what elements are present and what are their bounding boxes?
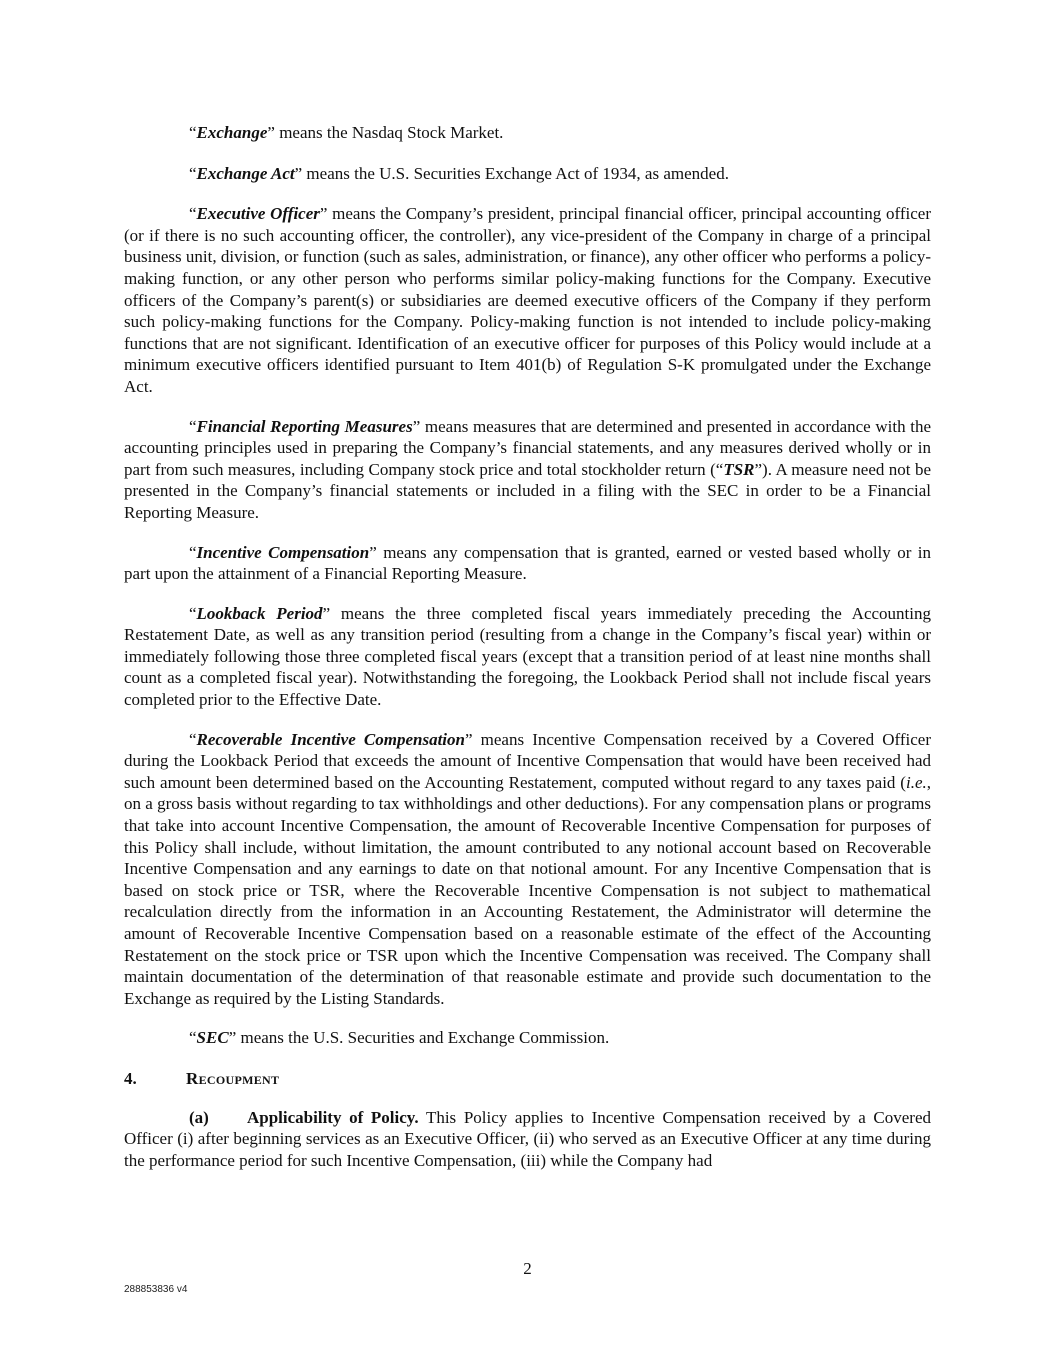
defined-term: Incentive Compensation xyxy=(196,542,370,562)
defined-term: SEC xyxy=(196,1028,229,1048)
definition-sec: “SEC” means the U.S. Securities and Exchange Commission. xyxy=(189,1028,610,1048)
defined-term: Exchange Act xyxy=(196,163,295,183)
subsection-label: (a) xyxy=(189,1107,209,1127)
page-number: 2 xyxy=(523,1259,532,1278)
definition-text: means the three completed fiscal years immediately preceding the Accounting Restatement Date, as well as any transition period (resulting from a change in the Company’s fiscal year) within or immediately following those three completed fiscal years (except that a transition period of at least nine months shall count as a completed fiscal year). Notwithstanding the foregoing, the Lookback Period shall not include fiscal years completed prior to the Effective Date. xyxy=(124,603,931,710)
definition-executive-officer: “Executive Officer” means the Company’s president, principal financial officer, principal accounting officer (or if there is no such accounting officer, the controller), any vice-president of the Company in charge of a principal business unit, division, or function (such as sales, administration, or finance), any other officer who performs a policy-making function, or any other person who performs similar policy-making functions for the Company. Executive officers of the Company’s parent(s) or subsidiaries are deemed executive officers of the Company if they perform such policy-making functions for the Company. Policy-making function is not intended to include policy-making functions that are not significant. Identification of an executive officer for purposes of this Policy would include at a minimum executive officers identified pursuant to Item 401(b) of Regulation S-K promulgated under the Exchange Act. xyxy=(124,204,931,396)
subsection-applicability xyxy=(124,1107,931,1172)
defined-term: Lookback Period xyxy=(196,603,323,623)
defined-term: Executive Officer xyxy=(196,204,320,224)
definition-exchange-act: “Exchange Act” means the U.S. Securities Exchange Act of 1934, as amended. xyxy=(189,163,729,183)
defined-term: Financial Reporting Measures xyxy=(196,416,413,436)
definition-text-continued: ”). A measure need not be presented in the Company’s financial statements or included in a filing with the SEC in order to be a Financial Reporting Measure. xyxy=(124,459,931,522)
definition-text: means the U.S. Securities Exchange Act of 1934, as amended. xyxy=(302,163,729,183)
definition-text: means any compensation that is granted, earned or vested based wholly or in part upon the attainment of a Financial Reporting Measure. xyxy=(124,542,932,584)
definition-text: means the U.S. Securities and Exchange Commission. xyxy=(236,1028,610,1048)
definition-text: means the Company’s president, principal financial officer, principal accounting officer (or if there is no such accounting officer, the controller), any vice-president of the Company in charge of a principal business unit, division, or function (such as sales, administration, or finance), any other officer who performs a policy-making function, or any other person who performs similar policy-making functions for the Company. Executive officers of the Company’s parent(s) or subsidiaries are deemed executive officers of the Company if they perform such policy-making functions for the Company. Policy-making function is not intended to include policy-making functions that are not significant. Identification of an executive officer for purposes of this Policy would include at a minimum executive officers identified pursuant to Item 401(b) of Regulation S-K promulgated under the Exchange Act. xyxy=(124,204,931,396)
definition-text: means measures that are determined and presented in accordance with the accounting principles used in preparing the Company’s financial statements, and any measures derived wholly or in part from such measures, including Company stock price and total stockholder return (“ xyxy=(124,416,931,479)
defined-term: Exchange xyxy=(196,123,268,142)
section-number: 4. xyxy=(124,1068,137,1088)
defined-term: Recoverable Incentive Compensation xyxy=(196,729,465,749)
definition-text-continued: , on a gross basis without regarding to tax withholdings and other deductions). For any compensation plans or programs that take into account Incentive Compensation, the amount of Recoverable Incentive Compensation for purposes of this Policy shall include, without limitation, the amount contributed to any notional account based on Recoverable Incentive Compensation and any earnings to date on that notional amount. For any Incentive Compensation that is based on stock price or TSR, where the Recoverable Incentive Compensation is not subject to mathematical recalculation directly from the information in an Accounting Restatement, the Administrator will determine the amount of Recoverable Incentive Compensation based on a reasonable estimate of the effect of the Accounting Restatement on the stock price or TSR upon which the Incentive Compensation was received. The Company shall maintain documentation of the determination of that reasonable estimate and provide such documentation to the Exchange as required by the Listing Standards. xyxy=(124,772,931,1008)
definition-lookback-period: “Lookback Period” means the three completed fiscal years immediately preceding the Accounting Restatement Date, as well as any transition period (resulting from a change in the Company’s fiscal year) within or immediately following those three completed fiscal years (except that a transition period of at least nine months shall count as a completed fiscal year). Notwithstanding the foregoing, the Lookback Period shall not include fiscal years completed prior to the Effective Date. xyxy=(124,603,931,710)
page-body xyxy=(124,122,931,1171)
document-id: 288853836 v4 xyxy=(124,1284,188,1295)
subsection-title: Applicability of Policy. xyxy=(247,1107,419,1127)
defined-term-abbreviation: TSR xyxy=(723,459,755,479)
section-title: Recoupment xyxy=(186,1068,280,1088)
subsection-text: This Policy applies to Incentive Compensation received by a Covered Officer (i) after beginning services as an Executive Officer, (ii) who served as an Executive Officer at any time during the performance period for such Incentive Compensation, (iii) while the Company had xyxy=(124,1107,931,1170)
section-heading xyxy=(124,1068,931,1090)
definition-text: means the Nasdaq Stock Market. xyxy=(274,123,504,142)
italic-ie: i.e. xyxy=(905,772,927,792)
definition-incentive-compensation: “Incentive Compensation” means any compensation that is granted, earned or vested based wholly or in part upon the attainment of a Financial Reporting Measure. xyxy=(124,542,932,584)
definition-financial-reporting-measures: “Financial Reporting Measures” means measures that are determined and presented in accordance with the accounting principles used in preparing the Company’s financial statements, and any measures derived wholly or in part from such measures, including Company stock price and total stockholder return (“TSR”). A measure need not be presented in the Company’s financial statements or included in a filing with the SEC in order to be a Financial Reporting Measure. xyxy=(124,416,931,522)
definition-exchange: “Exchange” means the Nasdaq Stock Market. xyxy=(189,123,504,142)
definition-recoverable-incentive-compensation: “Recoverable Incentive Compensation” means Incentive Compensation received by a Covered Officer during the Lookback Period that exceeds the amount of Incentive Compensation that would have been received had such amount been determined based on the Accounting Restatement, computed without regard to any taxes paid (i.e., on a gross basis without regarding to tax withholdings and other deductions). For any compensation plans or programs that take into account Incentive Compensation, the amount of Recoverable Incentive Compensation for purposes of this Policy shall include, without limitation, the amount contributed to any notional account based on Recoverable Incentive Compensation and any earnings to date on that notional amount. For any Incentive Compensation that is based on stock price or TSR, where the Recoverable Incentive Compensation is not subject to mathematical recalculation directly from the information in an Accounting Restatement, the Administrator will determine the amount of Recoverable Incentive Compensation based on a reasonable estimate of the effect of the Accounting Restatement on the stock price or TSR upon which the Incentive Compensation was received. The Company shall maintain documentation of the determination of that reasonable estimate and provide such documentation to the Exchange as required by the Listing Standards. xyxy=(124,729,931,1008)
definition-text: means Incentive Compensation received by a Covered Officer during the Lookback Period that exceeds the amount of Incentive Compensation that would have been received had such amount been determined based on the Accounting Restatement, computed without regard to any taxes paid ( xyxy=(124,729,931,792)
